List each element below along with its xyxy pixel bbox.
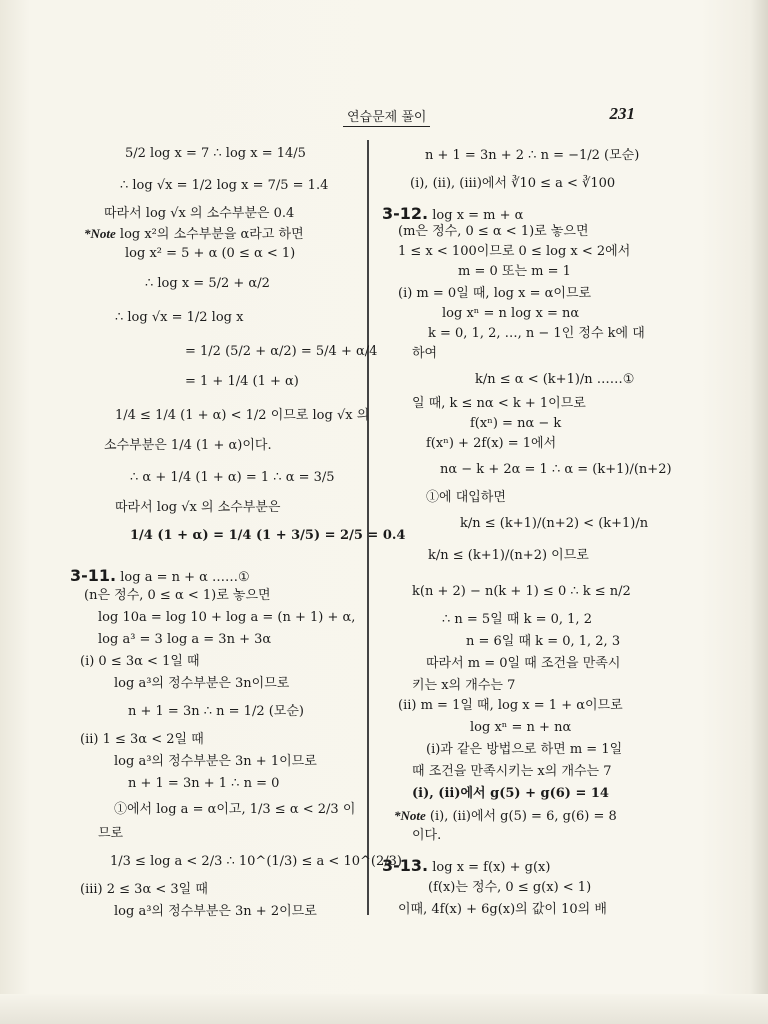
solution-line: k/n ≤ (k+1)/(n+2) 이므로: [428, 548, 589, 563]
page-header-title: 연습문제 풀이: [343, 106, 430, 127]
solution-line: 따라서 log √x 의 소수부분은 0.4: [104, 206, 295, 221]
solution-line: n + 1 = 3n + 1 ∴ n = 0: [128, 776, 280, 791]
solution-line: m = 0 또는 m = 1: [458, 264, 571, 279]
solution-line: ∴ log √x = 1/2 log x: [115, 310, 244, 325]
solution-line: log a³의 정수부분은 3n + 2이므로: [114, 904, 317, 919]
solution-line: log xⁿ = n + nα: [470, 720, 572, 735]
solution-line: f(xⁿ) + 2f(x) = 1에서: [426, 436, 557, 451]
solution-line: log a³ = 3 log a = 3n + 3α: [98, 632, 272, 647]
solution-line: = 1/2 (5/2 + α/2) = 5/4 + α/4: [185, 344, 378, 359]
solution-line: log xⁿ = n log x = nα: [442, 306, 580, 321]
solution-line: 이때, 4f(x) + 6g(x)의 값이 10의 배: [398, 902, 607, 917]
solution-line: n = 6일 때 k = 0, 1, 2, 3: [466, 634, 621, 649]
problem-3-13-heading: 3-13. log x = f(x) + g(x): [382, 856, 551, 875]
note-line: *Note (i), (ii)에서 g(5) = 6, g(6) = 8: [394, 808, 617, 824]
solution-line: (m은 정수, 0 ≤ α < 1)로 놓으면: [398, 224, 589, 239]
solution-line: 따라서 m = 0일 때 조건을 만족시: [426, 656, 621, 671]
solution-line: 므로: [98, 826, 124, 841]
solution-line: k/n ≤ α < (k+1)/n ……①: [475, 372, 635, 387]
problem-3-11-heading: 3-11. log a = n + α ……①: [70, 566, 250, 585]
solution-line: 때 조건을 만족시키는 x의 개수는 7: [412, 764, 612, 779]
solution-line: log a³의 정수부분은 3n + 1이므로: [114, 754, 317, 769]
solution-line: ∴ n = 5일 때 k = 0, 1, 2: [442, 612, 592, 627]
solution-line: ∴ α + 1/4 (1 + α) = 1 ∴ α = 3/5: [130, 470, 335, 485]
solution-line: ①에 대입하면: [426, 490, 506, 505]
solution-line: 이다.: [412, 828, 442, 843]
page-bottom-shadow: [0, 994, 768, 1024]
solution-line: 1/3 ≤ log a < 2/3 ∴ 10^(1/3) ≤ a < 10^(2/3): [110, 854, 402, 869]
case-heading: (ii) 1 ≤ 3α < 2일 때: [80, 732, 204, 747]
solution-line: 하여: [412, 346, 438, 361]
solution-line: n + 1 = 3n ∴ n = 1/2 (모순): [128, 704, 304, 719]
page-header: [305, 104, 635, 126]
solution-line: f(xⁿ) = nα − k: [470, 416, 562, 431]
solution-line: (n은 정수, 0 ≤ α < 1)로 놓으면: [84, 588, 271, 603]
solution-line: 키는 x의 개수는 7: [412, 678, 516, 693]
solution-line: 1/4 ≤ 1/4 (1 + α) < 1/2 이므로 log √x 의: [115, 408, 370, 423]
page-edge-shadow: [750, 0, 768, 1024]
solution-line: 1 ≤ x < 100이므로 0 ≤ log x < 2에서: [398, 244, 631, 259]
solution-line: 5/2 log x = 7 ∴ log x = 14/5: [125, 146, 306, 161]
solution-line: 일 때, k ≤ nα < k + 1이므로: [412, 396, 586, 411]
solution-line: = 1 + 1/4 (1 + α): [185, 374, 299, 389]
solution-line: (i), (ii)에서 g(5) + g(6) = 14: [412, 786, 609, 801]
solution-line: (i), (ii), (iii)에서 ∛10 ≤ a < ∛100: [410, 176, 616, 191]
case-heading: (i) m = 0일 때, log x = α이므로: [398, 286, 592, 301]
solution-line: ∴ log √x = 1/2 log x = 7/5 = 1.4: [120, 178, 329, 193]
solution-line: (f(x)는 정수, 0 ≤ g(x) < 1): [428, 880, 592, 895]
problem-3-12-heading: 3-12. log x = m + α: [382, 204, 524, 223]
solution-line: n + 1 = 3n + 2 ∴ n = −1/2 (모순): [425, 148, 640, 163]
solution-line: 따라서 log √x 의 소수부분은: [115, 500, 281, 515]
solution-line: log 10a = log 10 + log a = (n + 1) + α,: [98, 610, 356, 625]
solution-line: log a³의 정수부분은 3n이므로: [114, 676, 290, 691]
case-heading: (ii) m = 1일 때, log x = 1 + α이므로: [398, 698, 623, 713]
solution-line: 1/4 (1 + α) = 1/4 (1 + 3/5) = 2/5 = 0.4: [130, 528, 406, 543]
solution-line: nα − k + 2α = 1 ∴ α = (k+1)/(n+2): [440, 462, 672, 477]
solution-line: k = 0, 1, 2, …, n − 1인 정수 k에 대: [428, 326, 645, 341]
solution-line: log x² = 5 + α (0 ≤ α < 1): [125, 246, 296, 261]
solution-line: (i)과 같은 방법으로 하면 m = 1일: [426, 742, 623, 757]
solution-line: 소수부분은 1/4 (1 + α)이다.: [104, 438, 272, 453]
solution-line: k/n ≤ (k+1)/(n+2) < (k+1)/n: [460, 516, 649, 531]
solution-line: ①에서 log a = α이고, 1/3 ≤ α < 2/3 이: [114, 802, 356, 817]
page-number: 231: [609, 104, 635, 123]
solution-line: ∴ log x = 5/2 + α/2: [145, 276, 270, 291]
solution-line: k(n + 2) − n(k + 1) ≤ 0 ∴ k ≤ n/2: [412, 584, 631, 599]
note-line: *Note log x²의 소수부분을 α라고 하면: [84, 226, 304, 242]
case-heading: (i) 0 ≤ 3α < 1일 때: [80, 654, 200, 669]
case-heading: (iii) 2 ≤ 3α < 3일 때: [80, 882, 208, 897]
